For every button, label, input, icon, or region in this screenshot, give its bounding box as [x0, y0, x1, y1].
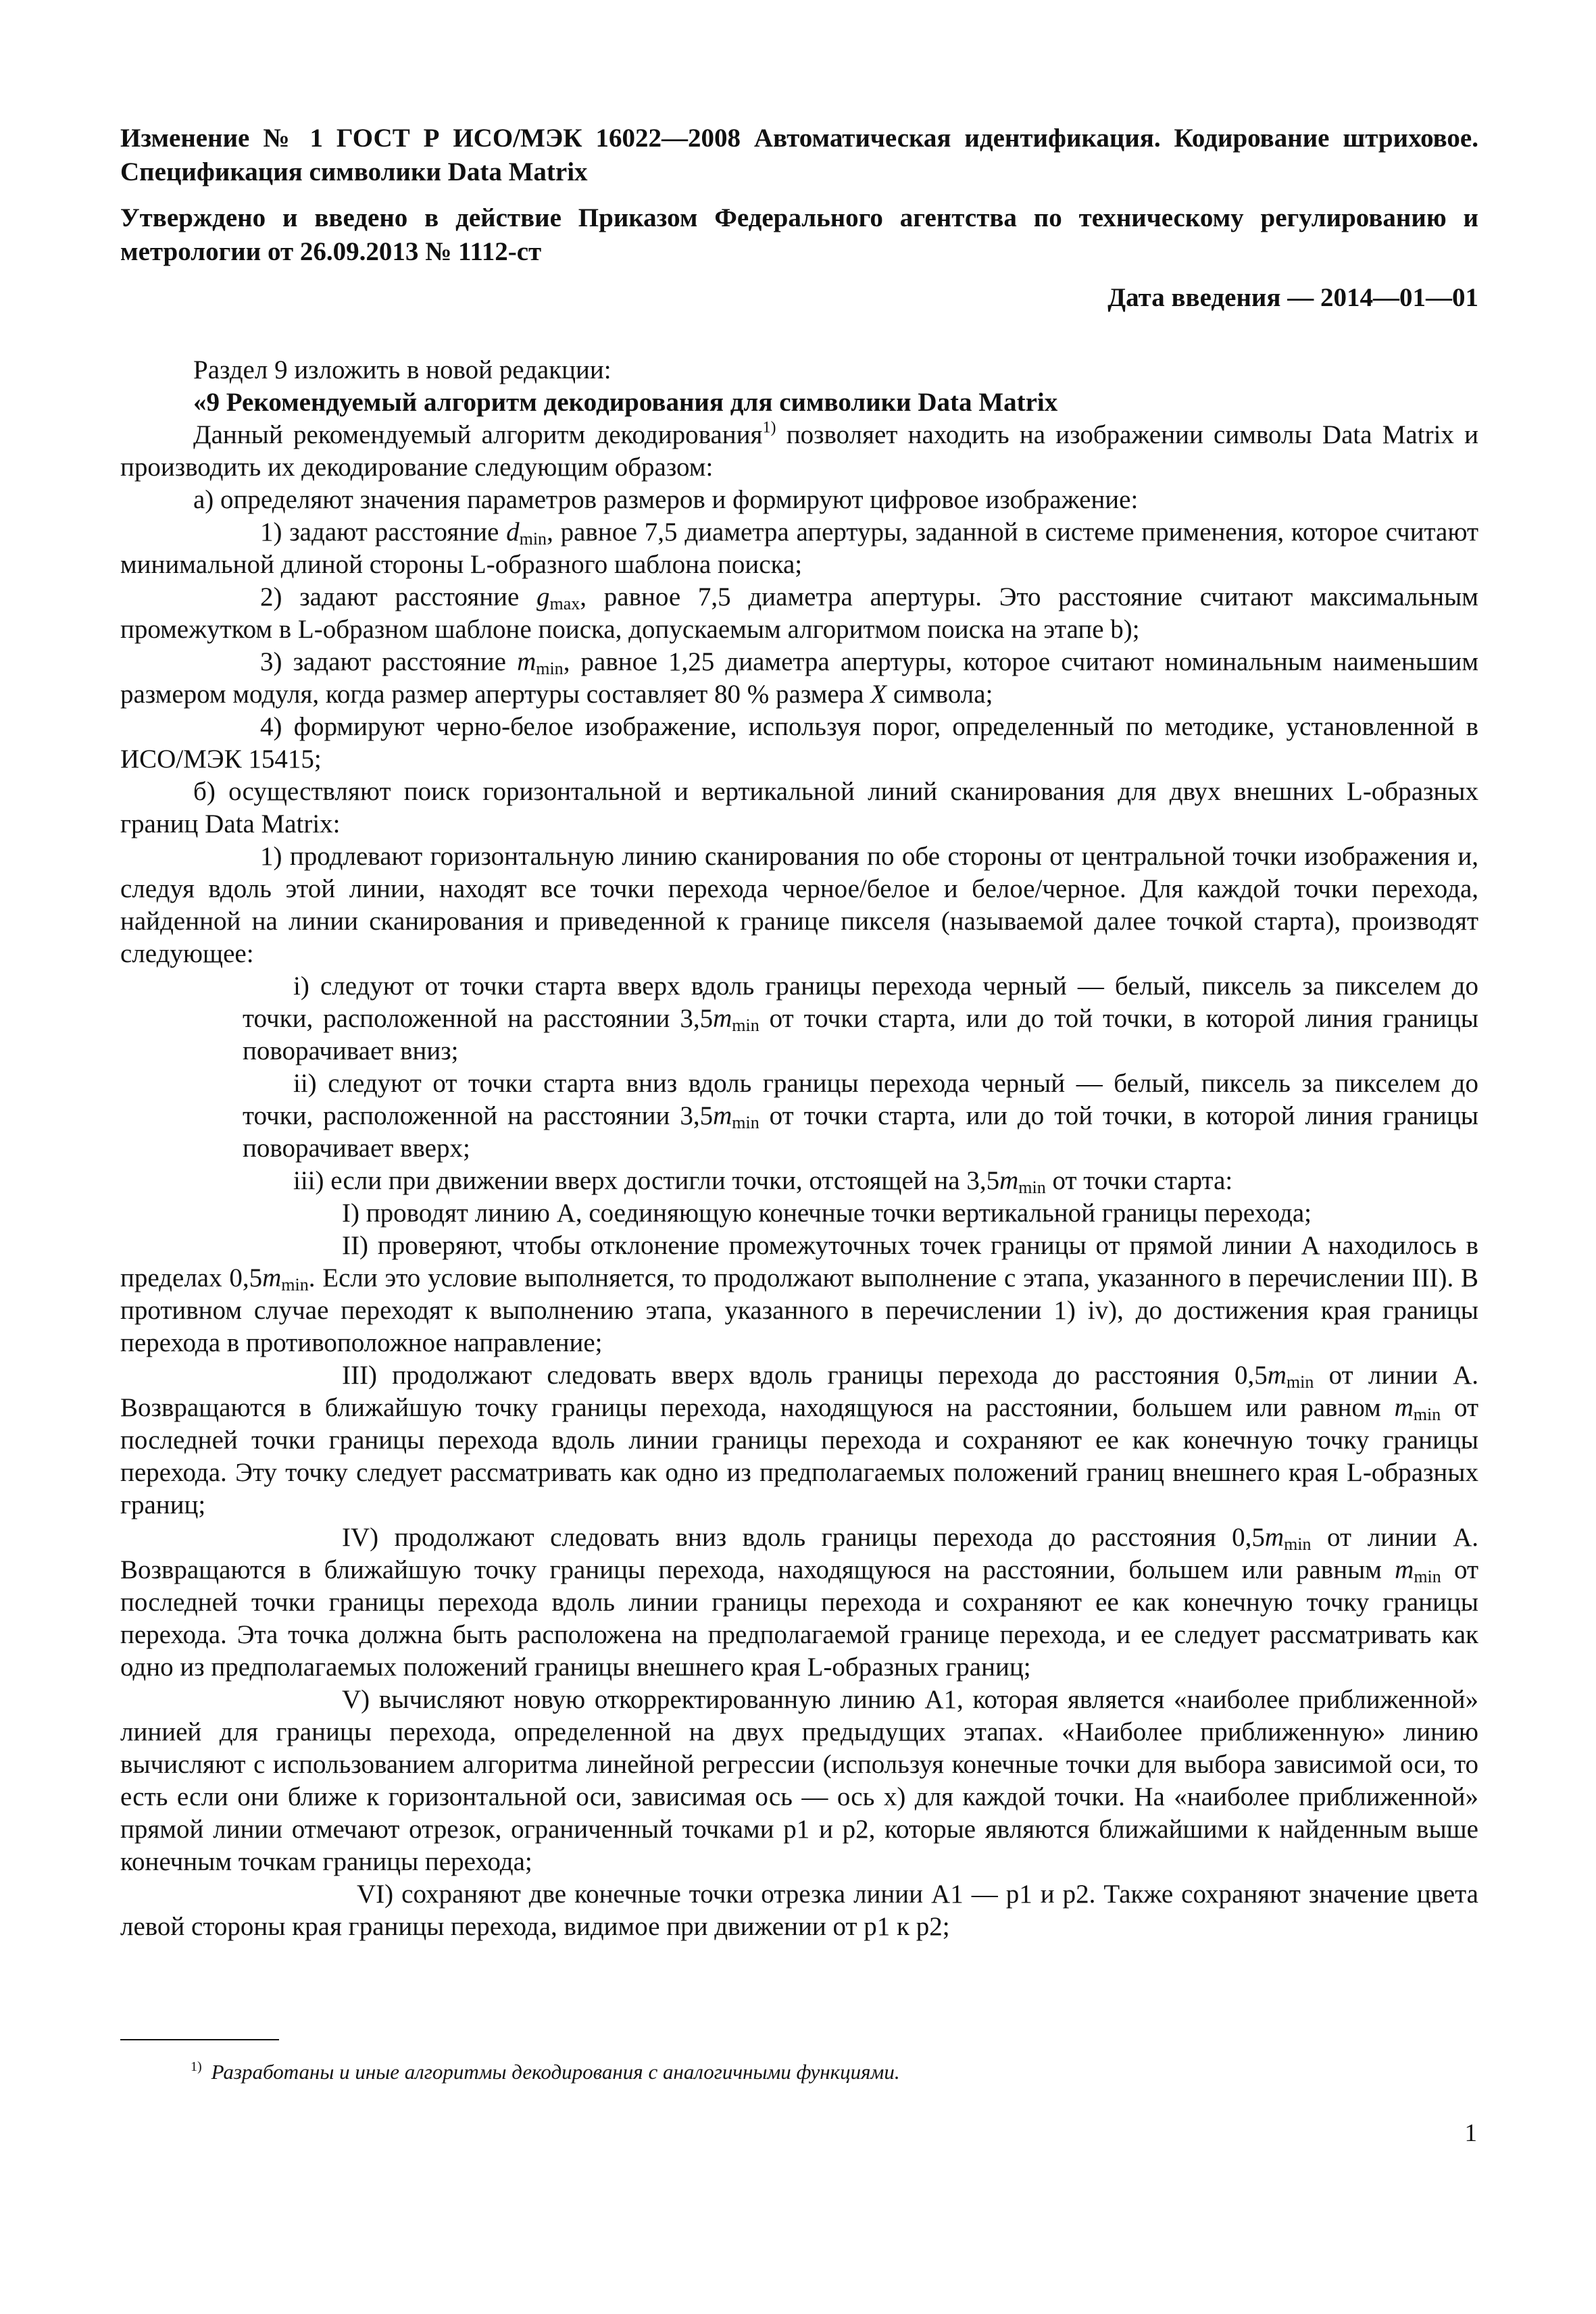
amendment-title: Изменение № 1 ГОСТ Р ИСО/МЭК 16022—2008 Автоматическая идентификация. Кодирование штриховое. Спецификация символики Data Matrix: [120, 124, 1478, 186]
item-a2: 2) задают расстояние $g_{max}$, равное 7,5 диаметра апертуры. Это расстояние считают максимальным промежутком в L-образном шаблоне поиска, допускаемым алгоритмом поиска на этапе b);: [120, 582, 1478, 644]
item-a4: 4) формируют черно-белое изображение, используя порог, определенный по методике, установленной в ИСО/МЭК 15415;: [120, 712, 1478, 774]
step-V: V) вычисляют новую откорректированную линию A1, которая является «наиболее приближенной» линией для границы перехода, определенной на двух предыдущих этапах. «Наиболее приближенную» линию вычисляют с использованием алгоритма линейной регрессии (используя конечные точки для выбора зависимой оси, то есть если они ближе к горизонтальной оси, зависимая ось — ось x) для каждой точки. На «наиболее приближенной» прямой линии отмечают отрезок, ограниченный точками p1 и p2, которые являются ближайшими к найденным выше конечным точкам границы перехода;: [120, 1685, 1478, 1876]
item-a: а) определяют значения параметров размеров и формируют цифровое изображение:: [193, 485, 1139, 514]
footnote: [191, 2059, 1407, 2086]
step-II: II) проверяют, чтобы отклонение промежуточных точек границы от прямой линии A находилось в пределах $0,5m_{min}$. Если это условие выполняется, то продолжают выполнение с этапа, указанного в перечислении III). В противном случае переходят к выполнению этапа, указанного в перечислении 1) iv), до достижения края границы перехода в противоположное направление;: [120, 1231, 1479, 1357]
item-a3: 3) задают расстояние $m_{min}$, равное 1,25 диаметра апертуры, которое считают номинальным наименьшим размером модуля, когда размер апертуры составляет 80 % размера X символа;: [120, 647, 1478, 709]
step-IV: IV) продолжают следовать вниз вдоль границы перехода до расстояния $0,5m_{min}$ от линии A. Возвращаются в ближайшую точку границы перехода, находящуюся на расстоянии, большем или равным $m_{min}$ от последней точки границы перехода вдоль линии границы перехода и сохраняют ее как конечную точку границы перехода. Эта точка должна быть расположена на предполагаемой границе перехода, и ее следует рассматривать как одно из предполагаемых положений границы внешнего края L-образных границ;: [120, 1523, 1478, 1682]
paragraph-description: Данный рекомендуемый алгоритм декодирования$^{1)}$ позволяет находить на изображении символы Data Matrix и производить их декодирование следующим образом:: [120, 419, 1478, 482]
footnote-divider: [120, 2039, 279, 2040]
item-b1-iii: iii) если при движении вверх достигли точки, отстоящей на $3,5m_{min}$ от точки старта:: [293, 1166, 1233, 1197]
item-b: б) осуществляют поиск горизонтальной и вертикальной линий сканирования для двух внешних L-образных границ Data Matrix:: [120, 777, 1478, 838]
page-number: 1: [1464, 2119, 1477, 2147]
step-VI: VI) сохраняют две конечные точки отрезка линии A1 — p1 и p2. Также сохраняют значение цвета левой стороны края границы перехода, видимое при движении от p1 к p2;: [120, 1880, 1478, 1941]
section-heading: «9 Рекомендуемый алгоритм декодирования для символики Data Matrix: [193, 388, 1058, 417]
footnote-reference: 1): [762, 419, 776, 436]
item-b1: 1) продлевают горизонтальную линию сканирования по обе стороны от центральной точки изображения и, следуя вдоль этой линии, находят все точки перехода черное/белое и белое/черное. Для каждой точки перехода, найденной на линии сканирования и приведенной к границе пикселя (называемой далее точкой старта), производят следующее:: [120, 842, 1478, 968]
effective-date: Дата введения — 2014—01—01: [1107, 283, 1478, 312]
item-a1: 1) задают расстояние $d_{min}$, равное 7,5 диаметра апертуры, заданной в системе применения, которое считают минимальной длиной стороны L-образного шаблона поиска;: [120, 518, 1478, 579]
step-III: III) продолжают следовать вверх вдоль границы перехода до расстояния $0,5m_{min}$ от линии A. Возвращаются в ближайшую точку границы перехода, находящуюся на расстоянии, большем или равном $m_{min}$ от последней точки границы перехода вдоль линии границы перехода и сохраняют ее как конечную точку границы перехода. Эту точку следует рассматривать как одно из предполагаемых положений границ внешнего края L-образных границ;: [120, 1361, 1479, 1519]
approval-statement: Утверждено и введено в действие Приказом Федерального агентства по техническому регулированию и метрологии от 26.09.2013 № 1112-ст: [120, 203, 1478, 266]
footnote-text: Разработаны и иные алгоритмы декодирования с аналогичными функциями.: [211, 2060, 900, 2084]
item-b1-ii: ii) следуют от точки старта вниз вдоль границы перехода черный — белый, пиксель за пикселем до точки, расположенной на расстоянии $3,5m_{min}$ от точки старта, или до той точки, в которой линия границы поворачивает вверх;: [243, 1069, 1478, 1163]
step-I: I) проводят линию A, соединяющую конечные точки вертикальной границы перехода;: [342, 1199, 1312, 1228]
footnote-marker: 1): [191, 2059, 202, 2074]
page-content: [120, 122, 1478, 1943]
intro-paragraph: Раздел 9 изложить в новой редакции:: [193, 355, 612, 384]
amendment-body: [120, 354, 1478, 1943]
item-b1-i: i) следуют от точки старта вверх вдоль границы перехода черный — белый, пиксель за пикселем до точки, расположенной на расстоянии $3,5m_{min}$ от точки старта, или до той точки, в которой линия границы поворачивает вниз;: [243, 972, 1478, 1065]
